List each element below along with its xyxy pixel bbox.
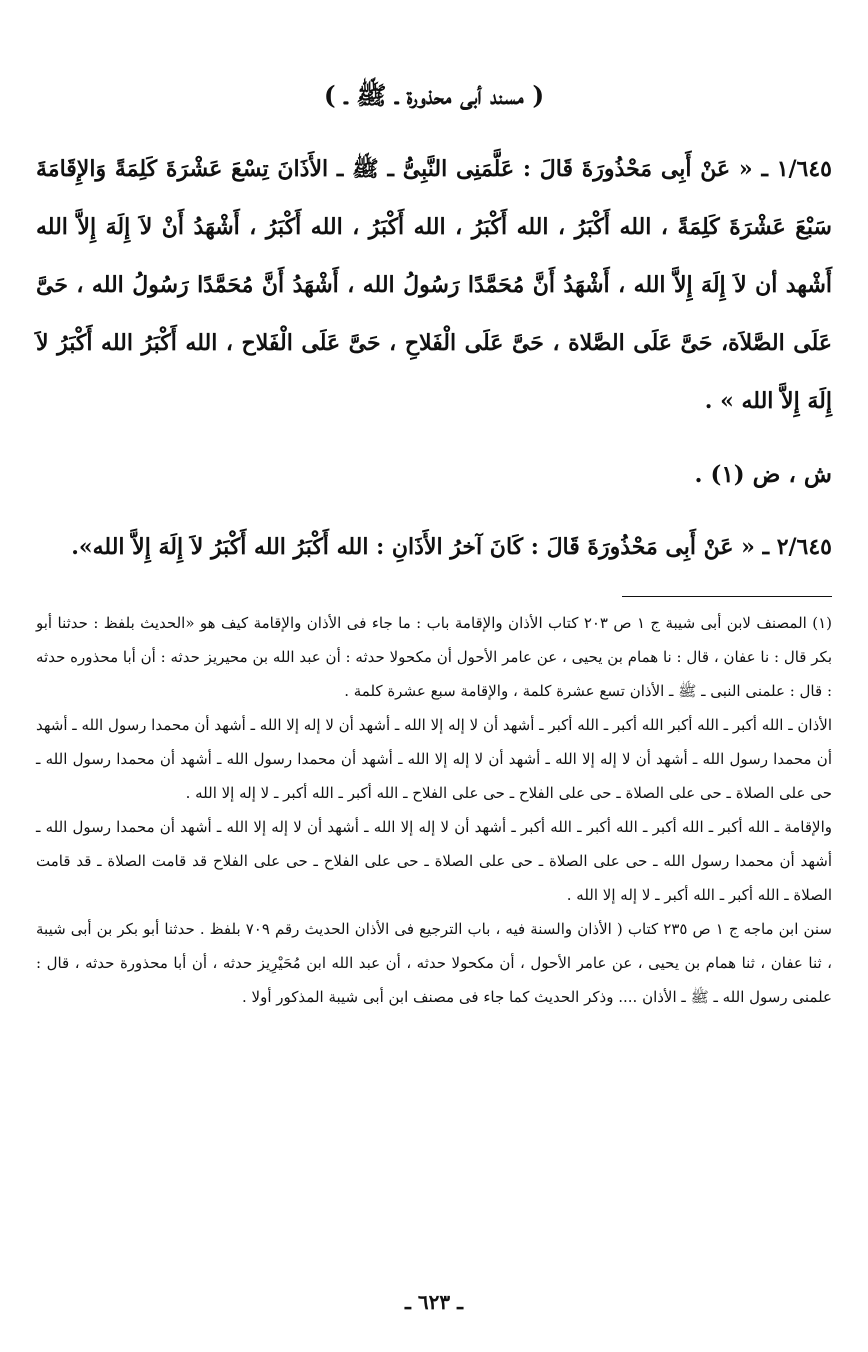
footnote-divider bbox=[622, 596, 832, 597]
page-number: ـ ٦٢٣ ـ bbox=[405, 1290, 463, 1314]
footnote-paragraph: الأذان ـ الله أكبر ـ الله أكبر الله أكبر ـ الله أكبر ـ أشهد أن لا إله إلا الله ـ أشهد أن لا إله إلا الله ـ أشهد أن محمدا رسول الله ـ أشهد أن محمدا رسول الله ـ أشهد أن لا إله إلا الله ـ أشهد أن لا إله إلا الله ـ أشهد أن محمدا رسول الله ـ أشهد أن محمدا رسول الله ـ حى على الصلاة ـ حى على الصلاة ـ حى على الفلاح ـ حى على الفلاح ـ الله أكبر ـ الله أكبر ـ لا إله إلا الله . bbox=[35, 716, 832, 802]
hadith-1-text: ١/٦٤٥ ـ « عَنْ أَبِى مَحْذُورَةَ قَالَ : عَلَّمَنِى النَّبِىُّ ـ ﷺ ـ الأَذَانَ تِسْعَ عَشْرَةَ كَلِمَةً وَالإِقَامَةَ سَبْعَ عَشْرَةَ كَلِمَةً ، الله أَكْبَرُ ، الله أَكْبَرُ ، الله أَكْبَرُ ، الله أَكْبَرُ ، أَشْهَدُ أَنْ لاَ إِلَهَ إِلاَّ الله أَشْهد أن لاَ إِلَهَ إِلاَّ الله ، أَشْهَدُ أَنَّ مُحَمَّدًا رَسُولُ الله ، أَشْهَدُ أَنَّ مُحَمَّدًا رَسُولُ الله ، حَىَّ عَلَى الصَّلاَة، حَىَّ عَلَى الصَّلاة ، حَىَّ عَلَى الْفَلاحِ ، حَىَّ عَلَى الْفَلاح ، الله أَكْبَرُ الله أَكْبَرُ لاَ إِلَهَ إِلاَّ الله » . bbox=[36, 156, 832, 414]
hadith-2-text: ٢/٦٤٥ ـ « عَنْ أَبِى مَحْذُورَةَ قَالَ : كَانَ آخرُ الأَذَانِ : الله أَكْبَرُ الله أَكْبَرُ لاَ إِلَهَ إِلاَّ الله». bbox=[71, 534, 832, 560]
document-page bbox=[36, 0, 832, 1352]
footnote-paragraph: والإقامة ـ الله أكبر ـ الله أكبر ـ الله أكبر ـ الله أكبر ـ أشهد أن لا إله إلا الله ـ أشهد أن لا إله إلا الله ـ أشهد أن محمدا رسول الله ـ أشهد أن محمدا رسول الله ـ حى على الصلاة ـ حى على الصلاة ـ حى على الفلاح ـ حى على الفلاح قد قامت الصلاة ـ قد قامت الصلاة ـ الله أكبر ـ الله أكبر ـ لا إله إلا الله . bbox=[36, 818, 832, 904]
footnote-paragraph: سنن ابن ماجه ج ١ ص ٢٣٥ كتاب ( الأذان والسنة فيه ، باب الترجيع فى الأذان الحديث رقم ٧٠٩ بلفظ . حدثنا أبو بكر بن أبى شيبة ، ثنا عفان ، ثنا همام بن يحيى ، عن عامر الأحول ، أن مكحولا حدثه ، أن عبد الله ابن مُحَيْرِيز حدثه ، أن أبا محذورة حدثه ، قال : علمنى رسول الله ـ ﷺ ـ الأذان .... وذكر الحديث كما جاء فى مصنف ابن أبى شيبة المذكور أولا . bbox=[36, 920, 832, 1006]
footnotes-block bbox=[36, 606, 832, 1014]
footnote-paragraph: (١) المصنف لابن أبى شيبة ج ١ ص ٢٠٣ كتاب الأذان والإقامة باب : ما جاء فى الأذان والإقامة كيف هو «الحديث بلفظ : حدثنا أبو بكر قال : نا عفان ، قال : نا همام بن يحيى ، عن عامر الأحول أن مكحولا حدثه : أن عبد الله بن محيريز حدثه : أن أبا محذوره حدثه : قال : علمنى النبى ـ ﷺ ـ الأذان تسع عشرة كلمة ، والإقامة سبع عشرة كلمة . bbox=[36, 614, 833, 700]
section-heading: ( مسند أبى محذورة ـ ﷺ ـ ) bbox=[323, 81, 545, 110]
source-reference: ش ، ض (١) . bbox=[694, 461, 832, 488]
